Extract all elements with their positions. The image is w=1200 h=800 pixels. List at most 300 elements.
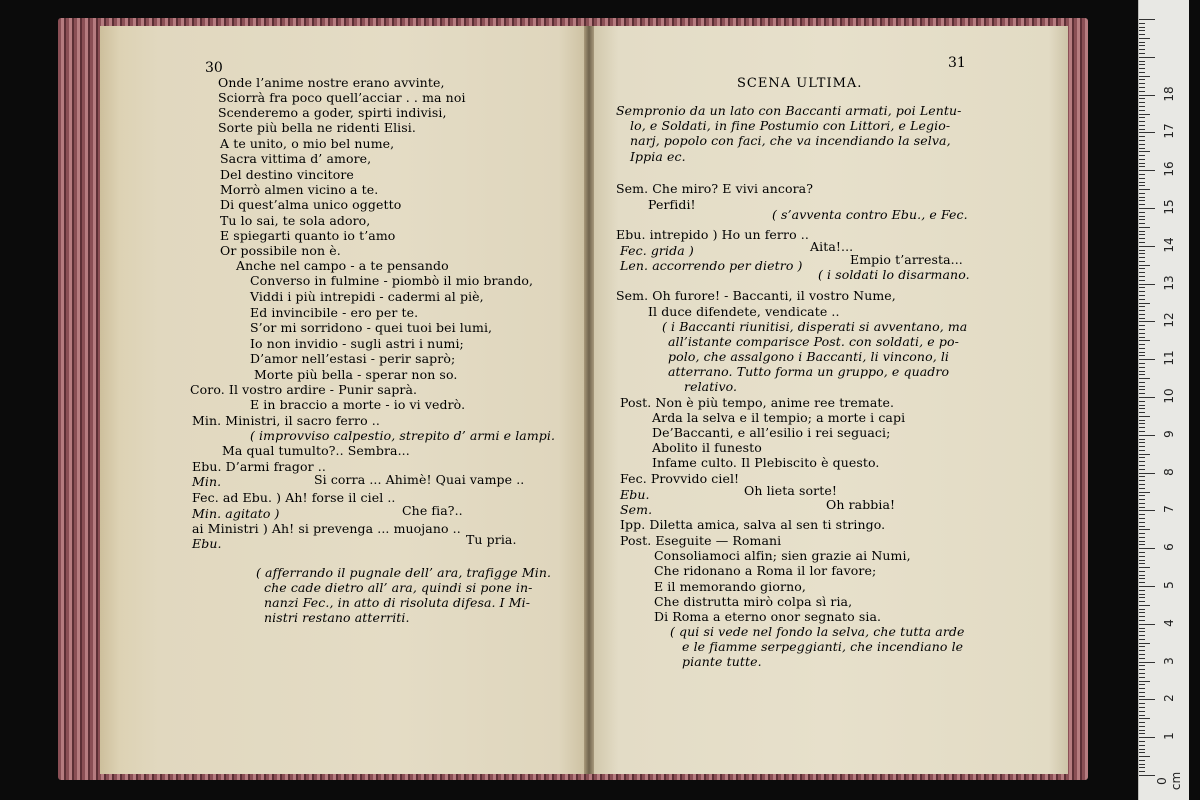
- ruler-tick: [1139, 741, 1145, 742]
- ruler-label: 17: [1162, 123, 1176, 140]
- right-page-text-line: ( qui si vede nel fondo la selva, che tutta arde: [670, 624, 965, 639]
- ruler-tick: [1139, 261, 1145, 262]
- ruler-tick: [1139, 393, 1145, 394]
- ruler-tick: [1139, 155, 1145, 156]
- ruler-tick: [1139, 397, 1155, 398]
- ruler-tick: [1139, 64, 1145, 65]
- ruler-tick: [1139, 159, 1145, 160]
- ruler-tick: [1139, 495, 1145, 496]
- ruler-tick: [1139, 216, 1145, 217]
- ruler-tick: [1139, 363, 1145, 364]
- ruler-tick: [1139, 567, 1150, 568]
- right-page-text-line: Sem. Oh furore! - Baccanti, il vostro Nume,: [616, 288, 896, 303]
- ruler-tick: [1139, 473, 1155, 474]
- ruler-tick: [1139, 605, 1150, 606]
- scene-heading: SCENA ULTIMA.: [737, 76, 863, 91]
- ruler-tick: [1139, 382, 1145, 383]
- ruler-tick: [1139, 144, 1145, 145]
- ruler-label: 10: [1162, 388, 1176, 404]
- ruler-tick: [1139, 72, 1145, 73]
- left-page-text-line: Ma qual tumulto?.. Sembra...: [222, 443, 410, 458]
- left-page-text-line: Sciorrà fra poco quell’acciar . . ma noi: [218, 90, 466, 105]
- ruler-label: 3: [1162, 656, 1176, 665]
- ruler-tick: [1139, 76, 1150, 77]
- ruler-tick: [1139, 68, 1145, 69]
- ruler-tick: [1139, 174, 1145, 175]
- right-page-number: 31: [948, 55, 966, 71]
- ruler-tick: [1139, 643, 1150, 644]
- left-page-text-line: Ebu.: [192, 536, 222, 551]
- ruler-tick: [1139, 556, 1145, 557]
- ruler-tick: [1139, 95, 1155, 96]
- ruler-tick: [1139, 620, 1145, 621]
- ruler-tick: [1139, 348, 1145, 349]
- ruler-tick: [1139, 238, 1145, 239]
- ruler-tick: [1139, 405, 1145, 406]
- left-page-text-line: Ed invincibile - ero per te.: [250, 305, 419, 320]
- ruler-label: 11: [1162, 350, 1176, 366]
- left-page-text-line: E in braccio a morte - io vi vedrò.: [250, 397, 466, 412]
- ruler-tick: [1139, 197, 1145, 198]
- ruler-tick: [1139, 27, 1145, 28]
- ruler-tick: [1139, 49, 1145, 50]
- left-page-text-line: Min.: [192, 474, 222, 489]
- ruler-tick: [1139, 703, 1145, 704]
- right-page-text-line: ( i soldati lo disarmano.: [818, 267, 970, 282]
- ruler-tick: [1139, 257, 1145, 258]
- ruler-tick: [1139, 30, 1145, 31]
- ruler-tick: [1139, 503, 1145, 504]
- left-page-text-line: Di quest’alma unico oggetto: [220, 197, 402, 212]
- ruler-tick: [1139, 242, 1145, 243]
- ruler-tick: [1139, 110, 1145, 111]
- right-page-text-line: atterrano. Tutto forma un gruppo, e quadro: [668, 364, 950, 379]
- left-page-text-line: S’or mi sorridono - quei tuoi bei lumi,: [250, 320, 493, 335]
- ruler-tick: [1139, 730, 1145, 731]
- ruler-tick: [1139, 106, 1145, 107]
- ruler-tick: [1139, 669, 1145, 670]
- ruler-tick: [1139, 726, 1145, 727]
- ruler-tick: [1139, 389, 1145, 390]
- ruler-label: 4: [1162, 618, 1176, 627]
- ruler-tick: [1139, 431, 1145, 432]
- ruler-tick: [1139, 272, 1145, 273]
- right-page-text-line: Len. accorrendo per dietro ): [620, 258, 803, 273]
- ruler-tick: [1139, 386, 1145, 387]
- ruler-tick: [1139, 544, 1145, 545]
- right-page-text-line: all’istante comparisce Post. con soldati, e po-: [668, 334, 959, 349]
- left-page-text-line: Coro. Il vostro ardire - Punir saprà.: [190, 382, 418, 397]
- ruler-tick: [1139, 552, 1145, 553]
- ruler-label: 0 cm: [1155, 771, 1183, 791]
- ruler-tick: [1139, 514, 1145, 515]
- ruler-tick: [1139, 367, 1145, 368]
- ruler-tick: [1139, 185, 1145, 186]
- ruler-tick: [1139, 280, 1145, 281]
- ruler-tick: [1139, 601, 1145, 602]
- ruler-tick: [1139, 718, 1150, 719]
- right-page-text-line: lo, e Soldati, in fine Postumio con Littori, e Legio-: [630, 118, 951, 133]
- right-page-text-line: polo, che assalgono i Baccanti, li vincono, li: [668, 349, 950, 364]
- ruler-tick: [1139, 371, 1145, 372]
- left-page-text-line: che cade dietro all’ ara, quindi si pone in-: [264, 580, 533, 595]
- right-page-text-line: Oh rabbia!: [826, 497, 896, 512]
- ruler-tick: [1139, 193, 1145, 194]
- ruler-tick: [1139, 329, 1145, 330]
- ruler-tick: [1139, 246, 1155, 247]
- ruler-tick: [1139, 253, 1145, 254]
- right-page-text-line: Perfidi!: [648, 197, 696, 212]
- ruler-tick: [1139, 117, 1145, 118]
- ruler-tick: [1139, 764, 1145, 765]
- ruler-label: 16: [1162, 161, 1176, 177]
- ruler-tick: [1139, 19, 1155, 20]
- ruler-tick: [1139, 38, 1150, 39]
- right-page-text-line: relativo.: [684, 379, 738, 394]
- ruler-tick: [1139, 79, 1145, 80]
- right-page-text-line: Ipp. Diletta amica, salva al sen ti stringo.: [620, 517, 886, 532]
- ruler-tick: [1139, 711, 1145, 712]
- ruler-tick: [1139, 594, 1145, 595]
- ruler-tick: [1139, 677, 1145, 678]
- left-page-text-line: Scenderemo a goder, spirti indivisi,: [218, 105, 447, 120]
- right-page-text-line: De’Baccanti, e all’esilio i rei seguaci;: [652, 425, 891, 440]
- ruler-tick: [1139, 208, 1155, 209]
- ruler-tick: [1139, 170, 1155, 171]
- ruler-tick: [1139, 268, 1145, 269]
- ruler-label: 13: [1162, 274, 1176, 291]
- ruler-tick: [1139, 586, 1155, 587]
- ruler-tick: [1139, 136, 1145, 137]
- ruler-tick: [1139, 526, 1145, 527]
- ruler-tick: [1139, 23, 1145, 24]
- ruler-tick: [1139, 374, 1145, 375]
- ruler-tick: [1139, 484, 1145, 485]
- ruler-tick: [1139, 590, 1145, 591]
- right-page-text-line: Di Roma a eterno onor segnato sia.: [654, 609, 882, 624]
- ruler-tick: [1139, 541, 1145, 542]
- ruler-tick: [1139, 662, 1155, 663]
- right-page-text-line: Ebu.: [620, 487, 650, 502]
- ruler-tick: [1139, 450, 1145, 451]
- ruler-tick: [1139, 91, 1145, 92]
- ruler-tick: [1139, 57, 1155, 58]
- left-page-text-line: Ebu. D’armi fragor ..: [192, 459, 326, 474]
- right-page-text-line: Infame culto. Il Plebiscito è questo.: [652, 455, 880, 470]
- right-page-text-line: Arda la selva e il tempio; a morte i capi: [652, 410, 906, 425]
- ruler-label: 9: [1162, 429, 1176, 438]
- ruler-tick: [1139, 299, 1145, 300]
- left-page-text-line: Or possibile non è.: [220, 243, 341, 258]
- ruler-tick: [1139, 423, 1145, 424]
- ruler-tick: [1139, 771, 1145, 772]
- left-page-text-line: ( improvviso calpestio, strepito d’ armi e lampi.: [250, 428, 556, 443]
- ruler-tick: [1139, 219, 1145, 220]
- left-page-text-line: Onde l’anime nostre erano avvinte,: [218, 75, 445, 90]
- ruler-tick: [1139, 344, 1145, 345]
- ruler-tick: [1139, 125, 1145, 126]
- ruler-label: 7: [1162, 505, 1176, 514]
- ruler-tick: [1139, 457, 1145, 458]
- ruler-label: 12: [1162, 312, 1176, 329]
- ruler-tick: [1139, 45, 1145, 46]
- ruler-tick: [1139, 446, 1145, 447]
- ruler-tick: [1139, 715, 1145, 716]
- right-page-text-line: Ebu. intrepido ) Ho un ferro ..: [616, 227, 809, 242]
- left-page-number: 30: [205, 60, 223, 76]
- left-page-text-line: Min. agitato ): [192, 506, 280, 521]
- ruler-label: 18: [1162, 85, 1176, 102]
- ruler-tick: [1139, 265, 1150, 266]
- ruler-tick: [1139, 189, 1150, 190]
- ruler-tick: [1139, 548, 1155, 549]
- right-page-text-line: E il memorando giorno,: [654, 579, 806, 594]
- ruler-tick: [1139, 83, 1145, 84]
- ruler-tick: [1139, 537, 1145, 538]
- ruler-tick: [1139, 303, 1150, 304]
- ruler-tick: [1139, 234, 1145, 235]
- left-page-text-line: Si corra ... Ahimè! Quai vampe ..: [314, 472, 525, 487]
- ruler-tick: [1139, 53, 1145, 54]
- ruler-tick: [1139, 510, 1155, 511]
- ruler-label: 2: [1162, 694, 1176, 703]
- ruler-tick: [1139, 522, 1145, 523]
- left-page-text-line: Del destino vincitore: [220, 167, 354, 182]
- left-page-text-line: Min. Ministri, il sacro ferro ..: [192, 413, 380, 428]
- right-page-text-line: narj, popolo con faci, che va incendiando la selva,: [630, 133, 951, 148]
- ruler-tick: [1139, 166, 1145, 167]
- ruler-tick: [1139, 420, 1145, 421]
- ruler-tick: [1139, 465, 1145, 466]
- ruler-tick: [1139, 571, 1145, 572]
- ruler-tick: [1139, 42, 1145, 43]
- ruler-tick: [1139, 200, 1145, 201]
- ruler-tick: [1139, 507, 1145, 508]
- left-page-text-line: A te unito, o mio bel nume,: [220, 136, 395, 151]
- ruler-tick: [1139, 321, 1155, 322]
- ruler-tick: [1139, 767, 1145, 768]
- ruler-tick: [1139, 318, 1145, 319]
- ruler-label: 14: [1162, 237, 1176, 253]
- right-page-text-line: Post. Non è più tempo, anime ree tremate.: [620, 395, 895, 410]
- ruler-tick: [1139, 575, 1145, 576]
- ruler-tick: [1139, 624, 1155, 625]
- left-page-text-line: Fec. ad Ebu. ) Ah! forse il ciel ..: [192, 490, 396, 505]
- ruler-tick: [1139, 461, 1145, 462]
- ruler-tick: [1139, 250, 1145, 251]
- ruler-tick: [1139, 114, 1150, 115]
- ruler-tick: [1139, 658, 1145, 659]
- ruler-tick: [1139, 533, 1145, 534]
- right-page-text-line: Ippia ec.: [630, 149, 686, 164]
- right-page-text-line: Sem. Che miro? E vivi ancora?: [616, 181, 814, 196]
- left-page-text-line: nistri restano atterriti.: [264, 610, 410, 625]
- right-page-text-line: Oh lieta sorte!: [744, 483, 837, 498]
- ruler-tick: [1139, 416, 1150, 417]
- ruler-tick: [1139, 87, 1145, 88]
- ruler-tick: [1139, 646, 1145, 647]
- ruler-tick: [1139, 148, 1145, 149]
- measuring-ruler: [1138, 0, 1189, 800]
- right-page-text-line: Fec. grida ): [620, 243, 694, 258]
- ruler-label: 8: [1162, 467, 1176, 476]
- ruler-tick: [1139, 284, 1155, 285]
- ruler-tick: [1139, 223, 1145, 224]
- ruler-tick: [1139, 563, 1145, 564]
- ruler-tick: [1139, 616, 1145, 617]
- ruler-tick: [1139, 749, 1145, 750]
- ruler-tick: [1139, 140, 1145, 141]
- ruler-tick: [1139, 163, 1145, 164]
- left-page-text-line: D’amor nell’estasi - perir saprò;: [250, 351, 456, 366]
- ruler-tick: [1139, 578, 1145, 579]
- left-page-text-line: Che fia?..: [402, 503, 463, 518]
- ruler-label: 1: [1162, 732, 1176, 741]
- ruler-tick: [1139, 722, 1145, 723]
- left-page-text-line: Io non invidio - sugli astri i numi;: [250, 336, 464, 351]
- ruler-tick: [1139, 314, 1145, 315]
- ruler-tick: [1139, 132, 1155, 133]
- ruler-tick: [1139, 681, 1150, 682]
- left-page-text-line: Morte più bella - sperar non so.: [254, 367, 458, 382]
- ruler-tick: [1139, 635, 1145, 636]
- ruler-tick: [1139, 408, 1145, 409]
- ruler-tick: [1139, 518, 1145, 519]
- book-spine: [584, 26, 594, 774]
- ruler-tick: [1139, 760, 1145, 761]
- left-page-text-line: Viddi i più intrepidi - cadermi al piè,: [250, 289, 484, 304]
- right-page-text-line: Il duce difendete, vendicate ..: [648, 304, 840, 319]
- ruler-tick: [1139, 306, 1145, 307]
- right-page-text-line: Post. Eseguite — Romani: [620, 533, 782, 548]
- ruler-tick: [1139, 427, 1145, 428]
- ruler-tick: [1139, 310, 1145, 311]
- ruler-tick: [1139, 692, 1145, 693]
- ruler-tick: [1139, 295, 1145, 296]
- right-page-text-line: Sem.: [620, 502, 653, 517]
- ruler-tick: [1139, 745, 1145, 746]
- left-page-text-line: ( afferrando il pugnale dell’ ara, trafigge Min.: [256, 565, 552, 580]
- ruler-tick: [1139, 340, 1150, 341]
- right-page-text-line: e le fiamme serpeggianti, che incendiano le: [682, 639, 964, 654]
- ruler-tick: [1139, 488, 1145, 489]
- ruler-tick: [1139, 684, 1145, 685]
- ruler-tick: [1139, 631, 1145, 632]
- ruler-tick: [1139, 665, 1145, 666]
- ruler-tick: [1139, 151, 1150, 152]
- ruler-tick: [1139, 291, 1145, 292]
- left-page-text-line: ai Ministri ) Ah! si prevenga ... muojano ..: [192, 521, 461, 536]
- ruler-tick: [1139, 129, 1145, 130]
- ruler-label: 6: [1162, 543, 1176, 552]
- ruler-tick: [1139, 178, 1145, 179]
- right-page-text-line: Abolito il funesto: [652, 440, 762, 455]
- ruler-tick: [1139, 325, 1145, 326]
- left-page-text-line: nanzi Fec., in atto di risoluta difesa. I Mi-: [264, 595, 531, 610]
- ruler-tick: [1139, 359, 1155, 360]
- ruler-tick: [1139, 182, 1145, 183]
- ruler-tick: [1139, 673, 1145, 674]
- ruler-tick: [1139, 469, 1145, 470]
- ruler-tick: [1139, 737, 1155, 738]
- left-page-text-line: Morrò almen vicino a te.: [220, 182, 379, 197]
- left-page-text-line: Tu lo sai, te sola adoro,: [220, 213, 371, 228]
- ruler-tick: [1139, 287, 1145, 288]
- ruler-label: 5: [1162, 581, 1176, 589]
- ruler-tick: [1139, 454, 1150, 455]
- right-page-text-line: piante tutte.: [682, 654, 762, 669]
- ruler-tick: [1139, 378, 1150, 379]
- ruler-tick: [1139, 333, 1145, 334]
- ruler-tick: [1139, 699, 1155, 700]
- ruler-tick: [1139, 628, 1145, 629]
- ruler-tick: [1139, 98, 1145, 99]
- ruler-label: 15: [1162, 199, 1176, 215]
- ruler-tick: [1139, 775, 1155, 776]
- ruler-tick: [1139, 480, 1145, 481]
- left-page-text-line: E spiegarti quanto io t’amo: [220, 228, 396, 243]
- ruler-tick: [1139, 733, 1145, 734]
- ruler-tick: [1139, 61, 1145, 62]
- ruler-tick: [1139, 439, 1145, 440]
- ruler-tick: [1139, 276, 1145, 277]
- ruler-tick: [1139, 355, 1145, 356]
- right-page-text-line: Aita!...: [810, 239, 854, 254]
- ruler-tick: [1139, 752, 1145, 753]
- ruler-tick: [1139, 688, 1145, 689]
- ruler-tick: [1139, 435, 1155, 436]
- ruler-tick: [1139, 442, 1145, 443]
- ruler-tick: [1139, 34, 1145, 35]
- ruler-tick: [1139, 352, 1145, 353]
- ruler-tick: [1139, 529, 1150, 530]
- ruler-tick: [1139, 401, 1145, 402]
- right-page-text-line: Che ridonano a Roma il lor favore;: [654, 563, 877, 578]
- right-page-text-line: ( s’avventa contro Ebu., e Fec.: [772, 207, 968, 222]
- left-page-text-line: Tu pria.: [466, 532, 517, 547]
- left-page-text-line: Sacra vittima d’ amore,: [220, 151, 372, 166]
- ruler-tick: [1139, 412, 1145, 413]
- ruler-tick: [1139, 597, 1145, 598]
- ruler-tick: [1139, 654, 1145, 655]
- ruler-tick: [1139, 612, 1145, 613]
- right-page-text-line: Che distrutta mirò colpa sì ria,: [654, 594, 853, 609]
- ruler-tick: [1139, 582, 1145, 583]
- ruler-tick: [1139, 476, 1145, 477]
- ruler-tick: [1139, 650, 1145, 651]
- ruler-tick: [1139, 121, 1145, 122]
- ruler-tick: [1139, 212, 1145, 213]
- ruler-tick: [1139, 231, 1145, 232]
- ruler-tick: [1139, 499, 1145, 500]
- ruler-tick: [1139, 609, 1145, 610]
- right-page-text-line: ( i Baccanti riunitisi, disperati si avventano, ma: [662, 319, 968, 334]
- ruler-tick: [1139, 696, 1145, 697]
- ruler-tick: [1139, 707, 1145, 708]
- left-page-text-line: Converso in fulmine - piombò il mio brando,: [250, 273, 534, 288]
- ruler-tick: [1139, 337, 1145, 338]
- right-page-text-line: Fec. Provvido ciel!: [620, 471, 740, 486]
- ruler-tick: [1139, 102, 1145, 103]
- ruler-tick: [1139, 492, 1150, 493]
- ruler-tick: [1139, 756, 1150, 757]
- left-page-text-line: Sorte più bella ne ridenti Elisi.: [218, 120, 416, 135]
- ruler-tick: [1139, 560, 1145, 561]
- right-page-text-line: Sempronio da un lato con Baccanti armati, poi Lentu-: [616, 103, 962, 118]
- ruler-tick: [1139, 204, 1145, 205]
- ruler-tick: [1139, 639, 1145, 640]
- ruler-tick: [1139, 227, 1150, 228]
